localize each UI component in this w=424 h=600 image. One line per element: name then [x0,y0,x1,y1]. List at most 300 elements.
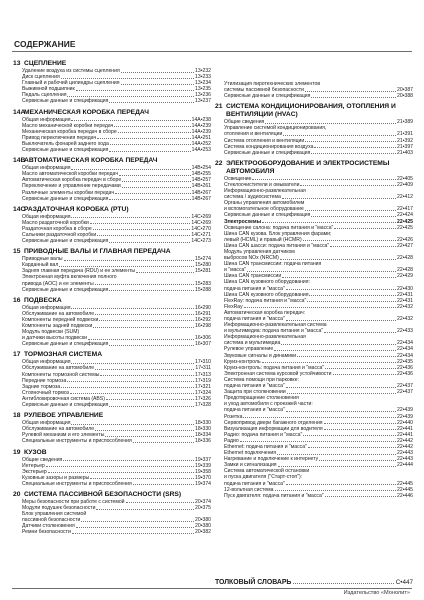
entry-page: 18•330 [195,420,211,427]
entry-title: Выжимной подшипник [22,86,75,93]
entry-title: Обслуживание на автомобиле [22,310,95,317]
entry-page: 13•237 [195,98,211,105]
entry-title: Антиблокировочная система (ABS) [22,395,105,402]
entry-page: 22•437 [397,383,413,390]
dot-leader [286,320,396,321]
dot-leader [95,430,194,431]
section-heading[interactable] [13,491,211,499]
toc-entry[interactable] [13,402,211,408]
entry-title: Информационно-развлекательная [224,334,306,341]
entry-page: 14A•238 [191,116,211,123]
toc-section [13,297,211,348]
entry-page: 22•440 [397,419,413,426]
dot-leader [278,466,396,467]
section-title: РУЛЕВОЕ УПРАВЛЕНИЕ [24,412,104,420]
dot-leader [297,356,396,357]
dot-leader [71,217,190,218]
entry-title: Шина CAN кузова. Блок управления фарами; [224,230,332,237]
section-number: 19 [13,448,21,456]
entry-page: 15•280 [195,262,211,269]
dot-leader [311,153,396,154]
dot-leader [109,151,190,152]
entry-title: Сервисные данные и спецификация [22,286,109,293]
section-title: ПРИВОДНЫЕ ВАЛЫ И ГЛАВНАЯ ПЕРЕДАЧА [24,248,171,256]
entry-title: и мультимедиа: подача питания и "масса" [224,328,324,335]
entry-page: 22•436 [397,370,413,377]
entry-page: 14A•252 [191,140,211,147]
entry-title: Масло раздаточной коробки [22,219,89,226]
entry-title: Компоненты задней подвески [22,323,93,329]
dot-leader [282,198,396,199]
entry-title: FlexRay [224,303,243,310]
dot-leader [88,339,194,340]
entry-title: подача питания и "масса" [224,285,285,292]
toc-section [215,103,413,156]
toc-entry[interactable] [13,341,211,347]
dot-leader [70,393,194,394]
dot-leader [114,126,190,127]
dot-leader [308,447,396,448]
entry-page: 22•417 [397,206,413,213]
entry-title: Круиз-контроль: подача питания и "масса" [224,364,325,371]
dot-leader [305,210,396,211]
entry-title: Модуль управления датчиком [224,248,295,255]
entry-page: 14B•254 [191,165,211,172]
entry-page: 17•326 [195,395,211,402]
toc-entry[interactable] [13,287,211,293]
entry-page: 22•443 [397,456,413,463]
entry-page: 22•426 [397,236,413,243]
section-number: 14C [13,205,26,213]
dot-leader [46,466,194,467]
entry-page: 22•429 [397,273,413,280]
dot-leader [262,222,396,223]
entry-title: Шина CAN трансмиссии: подача питания [224,261,322,268]
toc-entry[interactable] [215,93,413,99]
entry-title: подача питания и "масса" [224,480,285,487]
entry-title: Управление системой кондиционирования, [224,125,327,132]
dot-leader [286,411,396,412]
entry-title: Сервисные данные и спецификация [22,238,109,245]
entry-title: Различные элементы коробки передач [22,189,115,196]
entry-title: Система отопления и вентиляции [224,137,305,144]
dot-leader [115,193,191,194]
toc-entry[interactable] [13,147,211,153]
entry-title: Сервисные данные и спецификация [224,93,311,100]
section-number: 15 [13,248,21,256]
entry-page: 13•233 [195,74,211,81]
entry-title: система / аудиосистема [224,194,281,201]
entry-title: Сервисные данные и спецификация [22,402,109,409]
dot-leader [247,271,396,272]
entry-title: Предотвращение столкновения [224,395,299,402]
section-heading[interactable] [215,103,413,119]
dot-leader [95,314,194,315]
entry-title: и уход автомобиля с проезжей части: [224,401,313,408]
dot-leader [286,484,396,485]
toc-section [13,206,211,244]
entry-page: 22•434 [397,340,413,347]
entry-title: FlexRay: подача питания и "масса" [224,297,307,304]
entry-title: Система помощи при парковке: [224,376,299,383]
dot-leader [110,144,191,145]
dot-leader [286,387,396,388]
entry-title: Главный и рабочий цилиндры сцепления [22,80,120,87]
dot-leader [90,223,191,224]
entry-page: 22•435 [397,358,413,365]
dot-leader [93,327,194,328]
dot-leader [136,272,194,273]
entry-page: 21•403 [397,149,413,156]
dot-leader [64,260,195,261]
entry-page: 20•374 [195,498,211,505]
dot-leader [303,435,396,436]
entry-page: 15•274 [195,256,211,263]
entry-title: Шина CAN кузовного оборудования [224,291,309,298]
toc-section [13,491,211,536]
entry-title: и вспомогательное оборудование [224,206,304,213]
entry-title: Общая информация [22,304,71,311]
entry-page: 22•439 [397,407,413,414]
entry-title: Электронная система курсовой устойчивости [224,370,332,377]
dot-leader [240,441,396,442]
entry-title: Сальники раздаточной коробки [22,231,97,238]
entry-page: 18•334 [195,432,211,439]
section-heading[interactable] [13,449,211,457]
dot-leader [90,478,194,479]
entry-page: 22•434 [397,352,413,359]
toc-section [13,449,211,487]
entry-page: 17•310 [195,359,211,366]
entry-page: 19•337 [195,456,211,463]
entry-page: 20•388 [397,93,413,100]
dot-leader [109,199,190,200]
toc-section [13,248,211,293]
entry-title: Сервопривод двери багажного отделения [224,419,323,426]
entry-title: Масло автоматической коробки передач [22,171,118,178]
section-title: СЦЕПЛЕНИЕ [24,60,67,67]
dot-leader [324,429,396,430]
entry-title: Утилизация пиротехнических элементов [224,81,321,87]
entry-title: Кузовные зазоры и размеры [22,474,90,481]
entry-page: 15•283 [195,280,211,287]
entry-title: Интерьер [22,462,45,469]
dot-leader [118,132,191,133]
entry-title: Выключатель фонарей заднего хода [22,140,109,147]
entry-page: 17•324 [195,389,211,396]
entry-title: Защита при столкновении [224,389,286,396]
entry-page: 13•232 [195,68,211,74]
dot-leader [61,387,194,388]
entry-page: 17•311 [195,365,211,372]
dot-leader [105,436,194,437]
entry-page: 22•444 [397,462,413,469]
dot-leader [122,181,190,182]
entry-title: подача питания и "масса" [224,316,285,322]
toc-entry[interactable] [13,196,211,202]
header-divider [12,51,412,52]
entry-page: 20•380 [195,523,211,530]
entry-page: 22•441 [397,431,413,438]
section-number: 16 [13,296,21,304]
entry-page: 22•445 [397,486,413,493]
entry-title: Рулевое управление [224,346,274,353]
dot-leader [76,527,194,528]
entry-page: 16•307 [195,341,211,348]
entry-title: Специальные инструменты и приспособления [22,480,132,487]
entry-title: Меры безопасности при работе с системой [22,498,125,505]
section-heading[interactable] [215,160,413,176]
entry-title: Сервисные данные и спецификация [22,98,109,105]
dot-leader [63,460,194,461]
entry-title: Электронная муфта включения полного [22,274,117,281]
dictionary-entry[interactable] [215,579,413,586]
dot-leader [243,417,396,418]
dot-leader [109,406,194,407]
dot-leader [71,120,190,121]
entry-title: Пуск двигателя: подача питания и "масса" [224,492,324,499]
entry-title: Визуализация информации для водителя [224,425,323,432]
dictionary-page: С•447 [395,579,413,586]
section-title: АВТОМАТИЧЕСКАЯ КОРОБКА ПЕРЕДАЧ [24,157,158,165]
entry-page: 16•292 [195,316,211,323]
dot-leader [252,179,396,180]
entry-title: Ethernet: подача питания и "масса" [224,443,307,450]
entry-page: 22•432 [397,316,413,322]
dot-leader [96,509,194,510]
entry-title: Информационно-развлекательная [224,188,306,195]
toc-entry[interactable] [13,529,211,535]
entry-title: Экстерьер [22,468,47,475]
section-number: 14B [13,157,26,165]
section-title: КУЗОВ [24,448,47,456]
entry-page: 22•442 [397,443,413,450]
entry-title: Модуль подвески (SUM) [22,329,80,336]
entry-title: Система автоматической остановки [224,468,310,475]
entry-title: Освещение [224,175,252,182]
entry-page: 14A•239 [191,122,211,129]
dot-leader [305,141,396,142]
entry-page: 22•431 [397,297,413,304]
entry-page: 14C•273 [191,238,211,245]
entry-title: Радио [224,437,239,444]
toc-entry[interactable] [215,493,413,499]
entry-title: Компоненты передней подвески [22,316,99,323]
entry-title: Информационно-развлекательная система [224,322,327,329]
dot-leader [76,90,194,91]
entry-page: 22•431 [397,291,413,298]
dot-leader [67,381,194,382]
entry-title: Общая информация [22,420,71,427]
section-heading[interactable] [13,157,211,165]
toc-section [13,60,211,105]
dot-leader [303,240,396,241]
dot-leader [109,290,194,291]
section-heading[interactable] [13,297,211,305]
dot-leader [97,138,191,139]
entry-page: 14A•253 [191,147,211,154]
entry-page: 22•434 [397,346,413,353]
entry-page: 18•330 [195,426,211,433]
entry-title: Специальные инструменты и приспособления [22,438,132,445]
dot-leader [244,307,396,308]
section-number: 21 [215,103,223,111]
dot-leader [48,472,194,473]
entry-title: Общая информация [22,116,71,123]
entry-page: 19•370 [195,474,211,481]
entry-page: 16•298 [195,323,211,329]
entry-title: Обслуживание на автомобиле [22,426,95,433]
entry-page: 20•380 [195,517,211,524]
entry-page: 22•412 [397,194,413,201]
entry-title: Стояночный тормоз [22,389,70,396]
dot-leader [61,78,194,79]
entry-title: Система кондиционирования воздуха [224,143,314,150]
entry-page: 17•313 [195,371,211,378]
entry-title: системы пассивной безопасности [224,87,304,94]
section-title: СИСТЕМА ПАССИВНОЙ БЕЗОПАСНОСТИ (SRS) [24,490,182,498]
toc-entry[interactable] [13,481,211,487]
section-title: РАЗДАТОЧНАЯ КОРОБКА (PTU) [24,205,129,213]
dot-leader [287,393,396,394]
entry-title: Задняя главная передача (RDU) и ее элементы [22,268,136,275]
dot-leader [330,246,396,247]
dot-leader [265,123,396,124]
entry-page: 14C•269 [191,219,211,226]
entry-page: 17•328 [195,402,211,409]
dot-leader [283,135,396,136]
entry-page: 21•392 [397,137,413,144]
dot-leader [97,235,190,236]
entry-title: Сервисные данные и спецификация [22,341,109,348]
entry-page: 13•236 [195,92,211,99]
section-heading[interactable] [13,206,211,214]
entry-title: Передние тормоза [22,377,67,384]
dot-leader [280,259,396,260]
dot-leader [71,363,194,364]
section-heading[interactable] [13,351,211,359]
entry-page: 22•432 [397,303,413,310]
entry-page: 21•391 [397,131,413,138]
dot-leader [133,442,194,443]
entry-title: Сервисные данные и спецификация [224,149,311,156]
dot-leader [71,424,194,425]
entry-page: 14A•251 [191,134,211,141]
dot-leader [324,332,396,333]
dot-leader [282,277,396,278]
entry-title: система и мультимедиа [224,340,281,347]
dot-leader [286,289,396,290]
dot-leader [109,345,194,346]
entry-title: Автоматическая коробка передач: [224,309,306,316]
section-title: ТОРМОЗНАЯ СИСТЕМА [24,351,103,359]
section-number: 14A [13,108,26,116]
entry-page: 22•425 [397,224,413,231]
toc-entry[interactable] [13,98,211,104]
entry-title: Радио: подача питания и "масса" [224,431,303,438]
dot-leader [300,185,396,186]
dot-leader [72,533,194,534]
entry-page: 22•446 [397,492,413,499]
entry-page: 14B•257 [191,177,211,184]
entry-title: Общая информация [22,359,71,366]
entry-page: 16•290 [195,304,211,311]
entry-title: привода (AOC) и ее элементы [22,280,94,287]
entry-page: 21•397 [397,143,413,150]
entry-page: 22•437 [397,389,413,396]
toc-entry[interactable] [215,150,413,156]
section-title: ПОДВЕСКА [24,296,62,304]
dot-leader [100,375,194,376]
toc-section [215,160,413,499]
publisher: Издательство «Монолит» [343,590,410,596]
dot-leader [281,344,396,345]
entry-title: и пуска двигателя ("Старт-стоп"): [224,474,303,481]
entry-title: Замки и сигнализация [224,462,277,469]
section-heading[interactable] [13,60,211,68]
entry-title: Задние тормоза [22,383,61,390]
entry-title: Сервисные данные и спецификация [22,195,109,202]
dot-leader [274,350,396,351]
dictionary-title: ТОЛКОВЫЙ СЛОВАРЬ [215,579,292,586]
dot-leader [95,369,194,370]
toc-section [215,81,413,99]
toc-entry[interactable] [13,238,211,244]
dot-leader [309,295,396,296]
entry-page: 19•339 [195,462,211,469]
entry-title: Ethernet подключения [224,450,276,457]
entry-page: 22•430 [397,285,413,292]
toc-section [13,412,211,444]
entry-page: 22•442 [397,437,413,444]
entry-page: 15•281 [195,268,211,275]
entry-title: Педаль сцепления [22,92,67,99]
entry-title: Рулевой механизм и его элементы [22,432,105,439]
entry-page: 19•374 [195,480,211,487]
toc-entry[interactable] [13,438,211,444]
entry-title: 12-вольтная система [224,486,274,493]
entry-title: Приводные валы [22,256,63,263]
entry-page: 20•387 [397,87,413,94]
dot-leader [95,284,194,285]
section-heading[interactable] [13,109,211,117]
entry-page: 13•235 [195,86,211,93]
entry-title: Электросхемы [224,218,262,225]
entry-page: 14C•271 [191,231,211,238]
entry-title: Масло механической коробки передач [22,122,114,129]
dot-leader [277,454,396,455]
section-heading[interactable] [13,412,211,420]
entry-page: 21•389 [397,119,413,126]
section-heading[interactable] [13,248,211,256]
entry-title: Привод переключения передач [22,134,97,141]
entry-page: 13•234 [195,80,211,87]
entry-title: Сервисные данные и спецификация [22,147,109,154]
dot-leader [311,97,396,98]
dot-leader [262,362,396,363]
dot-leader [133,484,194,485]
entry-page: 22•433 [397,328,413,335]
section-number: 13 [13,60,21,67]
entry-page: 19•358 [195,468,211,475]
dot-leader [121,84,195,85]
entry-page: 22•439 [397,413,413,420]
entry-title: Органы управления автомобилем [224,200,305,207]
entry-page: 14B•261 [191,183,211,190]
dot-leader [99,320,194,321]
entry-title: Звуковые сигналы и динамики [224,352,297,359]
entry-page: 14C•270 [191,225,211,232]
